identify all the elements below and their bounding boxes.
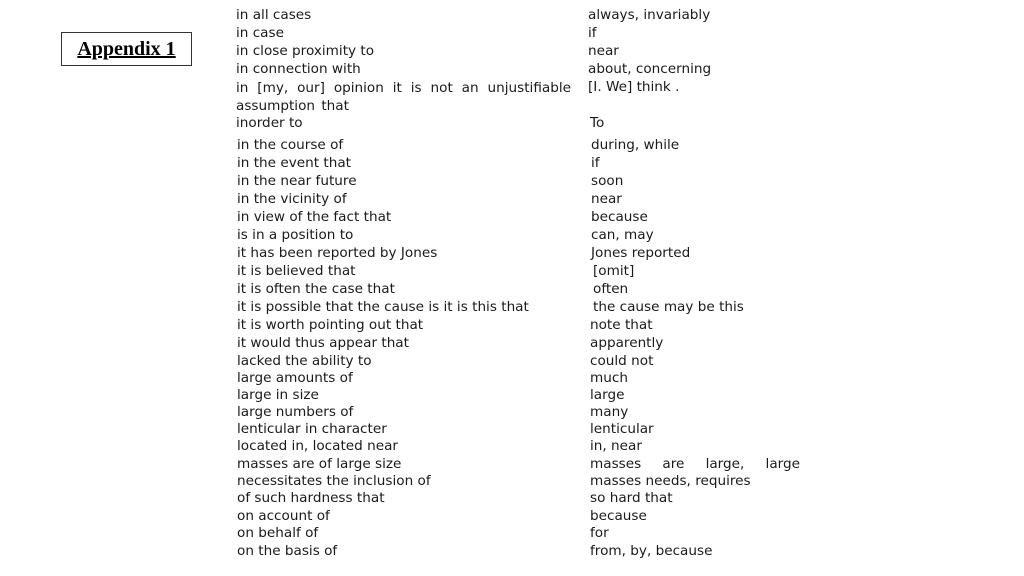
replacement-cell: if <box>591 155 600 171</box>
phrase-cell: inorder to <box>236 115 303 131</box>
phrase-cell: large amounts of <box>237 370 353 386</box>
phrase-cell: large numbers of <box>237 404 354 420</box>
replacement-cell: about, concerning <box>588 61 712 77</box>
phrase-cell: it would thus appear that <box>237 335 409 351</box>
phrase-cell: in view of the fact that <box>237 209 392 225</box>
replacement-cell: lenticular <box>590 421 654 437</box>
phrase-cell: it is often the case that <box>237 281 395 297</box>
phrase-cell: on behalf of <box>237 525 319 541</box>
phrase-cell: in close proximity to <box>236 43 375 59</box>
replacement-cell: if <box>588 25 597 41</box>
phrase-cell: located in, located near <box>237 438 399 454</box>
replacement-cell: soon <box>591 173 624 189</box>
replacement-cell: masses needs, requires <box>590 473 751 489</box>
replacement-cell: because <box>591 209 648 225</box>
phrase-cell: is in a position to <box>237 227 354 243</box>
replacement-cell: the cause may be this <box>593 299 744 315</box>
replacement-cell: from, by, because <box>590 543 713 559</box>
replacement-cell: so hard that <box>590 490 673 506</box>
replacement-cell: apparently <box>590 335 664 351</box>
replacement-cell: near <box>588 43 619 59</box>
replacement-cell: for <box>590 525 609 541</box>
replacement-cell: large <box>590 387 625 403</box>
phrase-cell: it is possible that the cause is it is this that <box>237 299 529 315</box>
phrase-cell: of such hardness that <box>237 490 385 506</box>
phrase-cell: on account of <box>237 508 330 524</box>
replacement-cell: [I. We] think . <box>588 79 680 95</box>
phrase-cell: lenticular in character <box>237 421 387 437</box>
replacement-cell: Jones reported <box>591 245 691 261</box>
replacement-cell: many <box>590 404 629 420</box>
replacement-cell: can, may <box>591 227 654 243</box>
phrase-cell: large in size <box>237 387 319 403</box>
phrase-cell: necessitates the inclusion of <box>237 473 431 489</box>
phrase-cell: in the course of <box>237 137 344 153</box>
replacement-cell: often <box>593 281 629 297</box>
replacement-cell: much <box>590 370 628 386</box>
phrase-cell: on the basis of <box>237 543 338 559</box>
phrase-cell: in all cases <box>236 7 312 23</box>
phrase-cell: in connection with <box>236 61 361 77</box>
replacement-cell: in, near <box>590 438 642 454</box>
phrase-cell: lacked the ability to <box>237 353 372 369</box>
replacement-cell: could not <box>590 353 654 369</box>
replacement-cell: [omit] <box>593 263 635 279</box>
phrase-cell: it is believed that <box>237 263 356 279</box>
phrase-cell: in case <box>236 25 284 41</box>
replacement-cell: note that <box>590 317 653 333</box>
appendix-title: Appendix 1 <box>77 37 176 60</box>
phrase-cell: in [my, our] opinion it is not an unjustifiable assumption that <box>236 80 571 114</box>
replacement-cell: always, invariably <box>588 7 711 23</box>
phrase-cell: masses are of large size <box>237 456 402 472</box>
phrase-cell: in the vicinity of <box>237 191 347 207</box>
phrase-cell: in the near future <box>237 173 357 189</box>
replacement-cell: masses are large, large <box>590 456 800 472</box>
phrase-cell: in the event that <box>237 155 351 171</box>
replacement-cell: because <box>590 508 647 524</box>
replacement-cell: near <box>591 191 622 207</box>
replacement-cell: To <box>590 115 605 131</box>
phrase-cell: it is worth pointing out that <box>237 317 424 333</box>
replacement-cell: during, while <box>591 137 680 153</box>
phrase-cell: it has been reported by Jones <box>237 245 438 261</box>
